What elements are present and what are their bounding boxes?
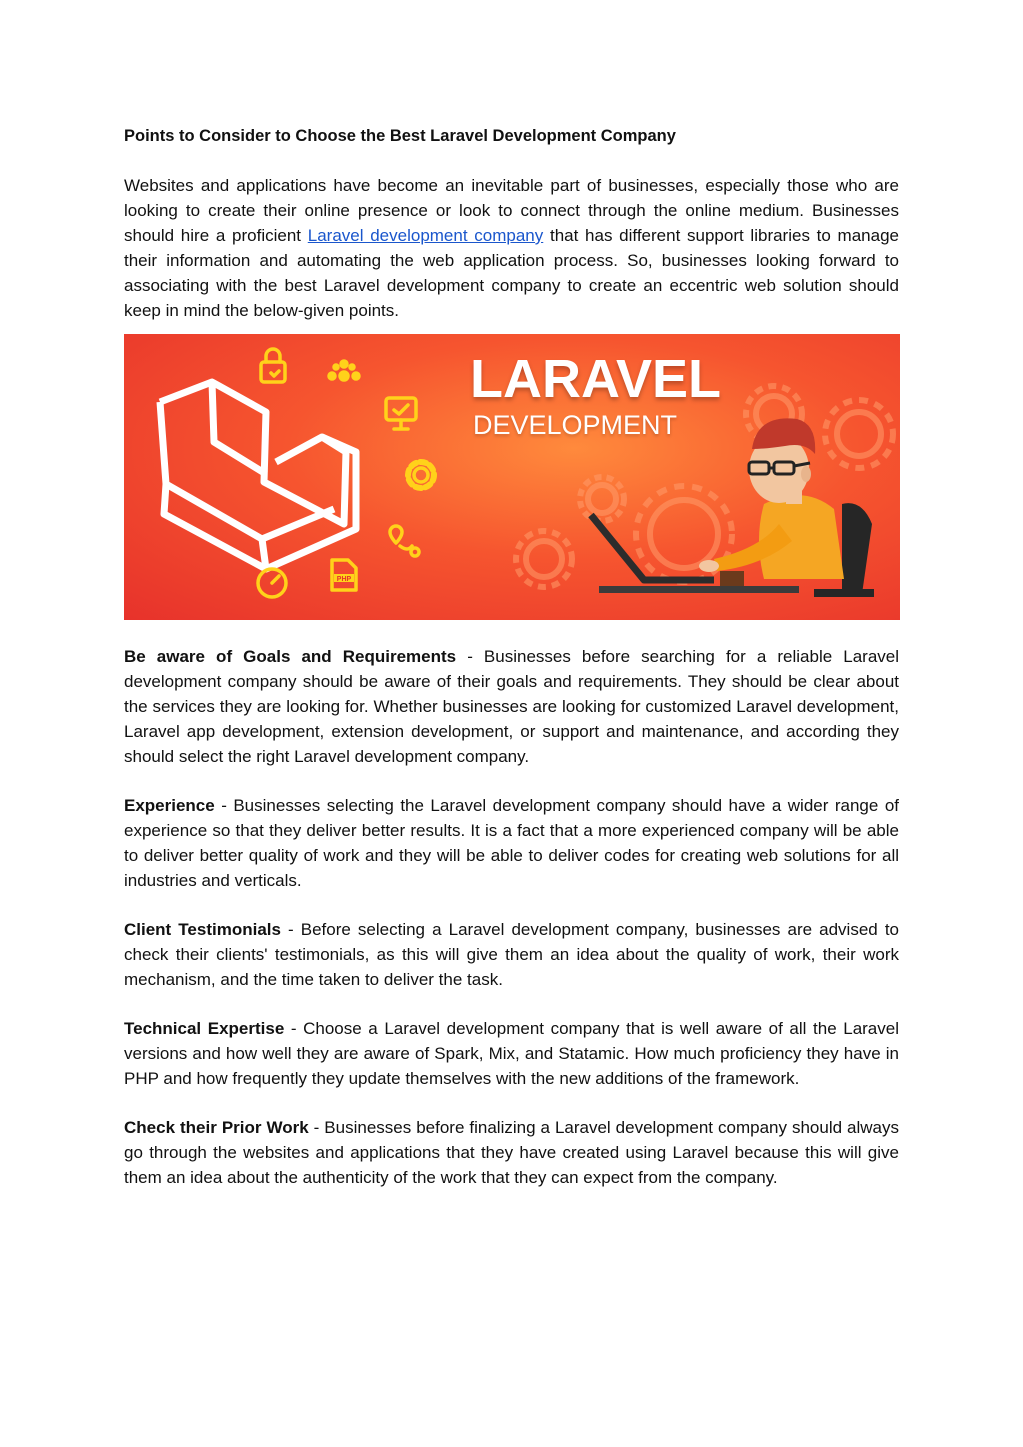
section-heading: Experience bbox=[124, 796, 215, 815]
developer-person-icon bbox=[699, 418, 844, 579]
section-goals bbox=[124, 644, 899, 769]
speedometer-icon bbox=[258, 569, 286, 597]
banner-title: LARAVEL bbox=[470, 349, 721, 409]
section-text: - Businesses before finalizing a Laravel development company should always go through the websites and applications that they have created using Laravel because this will give them an idea about the authenticity of the work that they can expect from the company. bbox=[124, 1118, 899, 1187]
section-text: - Businesses selecting the Laravel development company should have a wider range of experience so that they deliver better results. It is a fact that a more experienced company will be able to deliver better quality of work and they will be able to deliver codes for creating web solutions for all industries and verticals. bbox=[124, 796, 899, 890]
coffee-mug-icon bbox=[720, 571, 744, 586]
intro-text-after-link: that has different support libraries to manage their information and automating the web application process. So, businesses looking forward to associating with the best Laravel development company to create an eccentric web solution should keep in mind the below-given points. bbox=[124, 226, 899, 320]
section-heading: Be aware of Goals and Requirements bbox=[124, 647, 457, 666]
php-file-icon bbox=[332, 560, 356, 590]
document-content bbox=[124, 124, 899, 1214]
gear-icon bbox=[408, 462, 434, 488]
section-heading: Client Testimonials bbox=[124, 920, 281, 939]
desk bbox=[599, 586, 799, 593]
section-heading: Check their Prior Work bbox=[124, 1118, 309, 1137]
laravel-logo-icon bbox=[160, 382, 356, 569]
php-badge-label: PHP bbox=[336, 576, 352, 583]
banner-subtitle: DEVELOPMENT bbox=[473, 410, 678, 440]
developer-illustration bbox=[591, 418, 874, 597]
laravel-company-link[interactable]: Laravel development company bbox=[307, 226, 544, 245]
lock-icon bbox=[261, 349, 285, 382]
monitor-icon bbox=[386, 398, 416, 429]
laravel-banner-image bbox=[124, 334, 900, 620]
intro-text-before-link: Websites and applications have become an inevitable part of businesses, especially those who are looking to create their online presence or look to connect through the online medium. Businesses should hire a proficient bbox=[124, 176, 899, 245]
section-text: - Choose a Laravel development company that is well aware of all the Laravel versions and how well they are aware of Spark, Mix, and Statamic. How much proficiency they have in PHP and how frequently they update themselves with the new additions of the framework. bbox=[124, 1019, 899, 1088]
network-icon bbox=[329, 361, 359, 380]
section-heading: Technical Expertise bbox=[124, 1019, 285, 1038]
document-title: Points to Consider to Choose the Best Laravel Development Company bbox=[124, 127, 676, 145]
section-experience bbox=[124, 793, 899, 893]
intro-paragraph bbox=[124, 173, 899, 323]
section-text: - Before selecting a Laravel development company, businesses are advised to check their clients' testimonials, as this will give them an idea about the quality of work, their work mechanism, and the time taken to deliver the task. bbox=[124, 920, 899, 989]
section-text: - Businesses before searching for a reliable Laravel development company should be aware of their goals and requirements. They should be clear about the services they are looking for. Whether businesses are looking for customized Laravel development, Laravel app development, extension development, or support and maintenance, and according they should select the right Laravel development company. bbox=[124, 647, 899, 766]
section-prior-work bbox=[124, 1115, 899, 1190]
section-technical-expertise bbox=[124, 1016, 899, 1091]
section-client-testimonials bbox=[124, 917, 899, 992]
location-pin-icon bbox=[390, 526, 419, 556]
